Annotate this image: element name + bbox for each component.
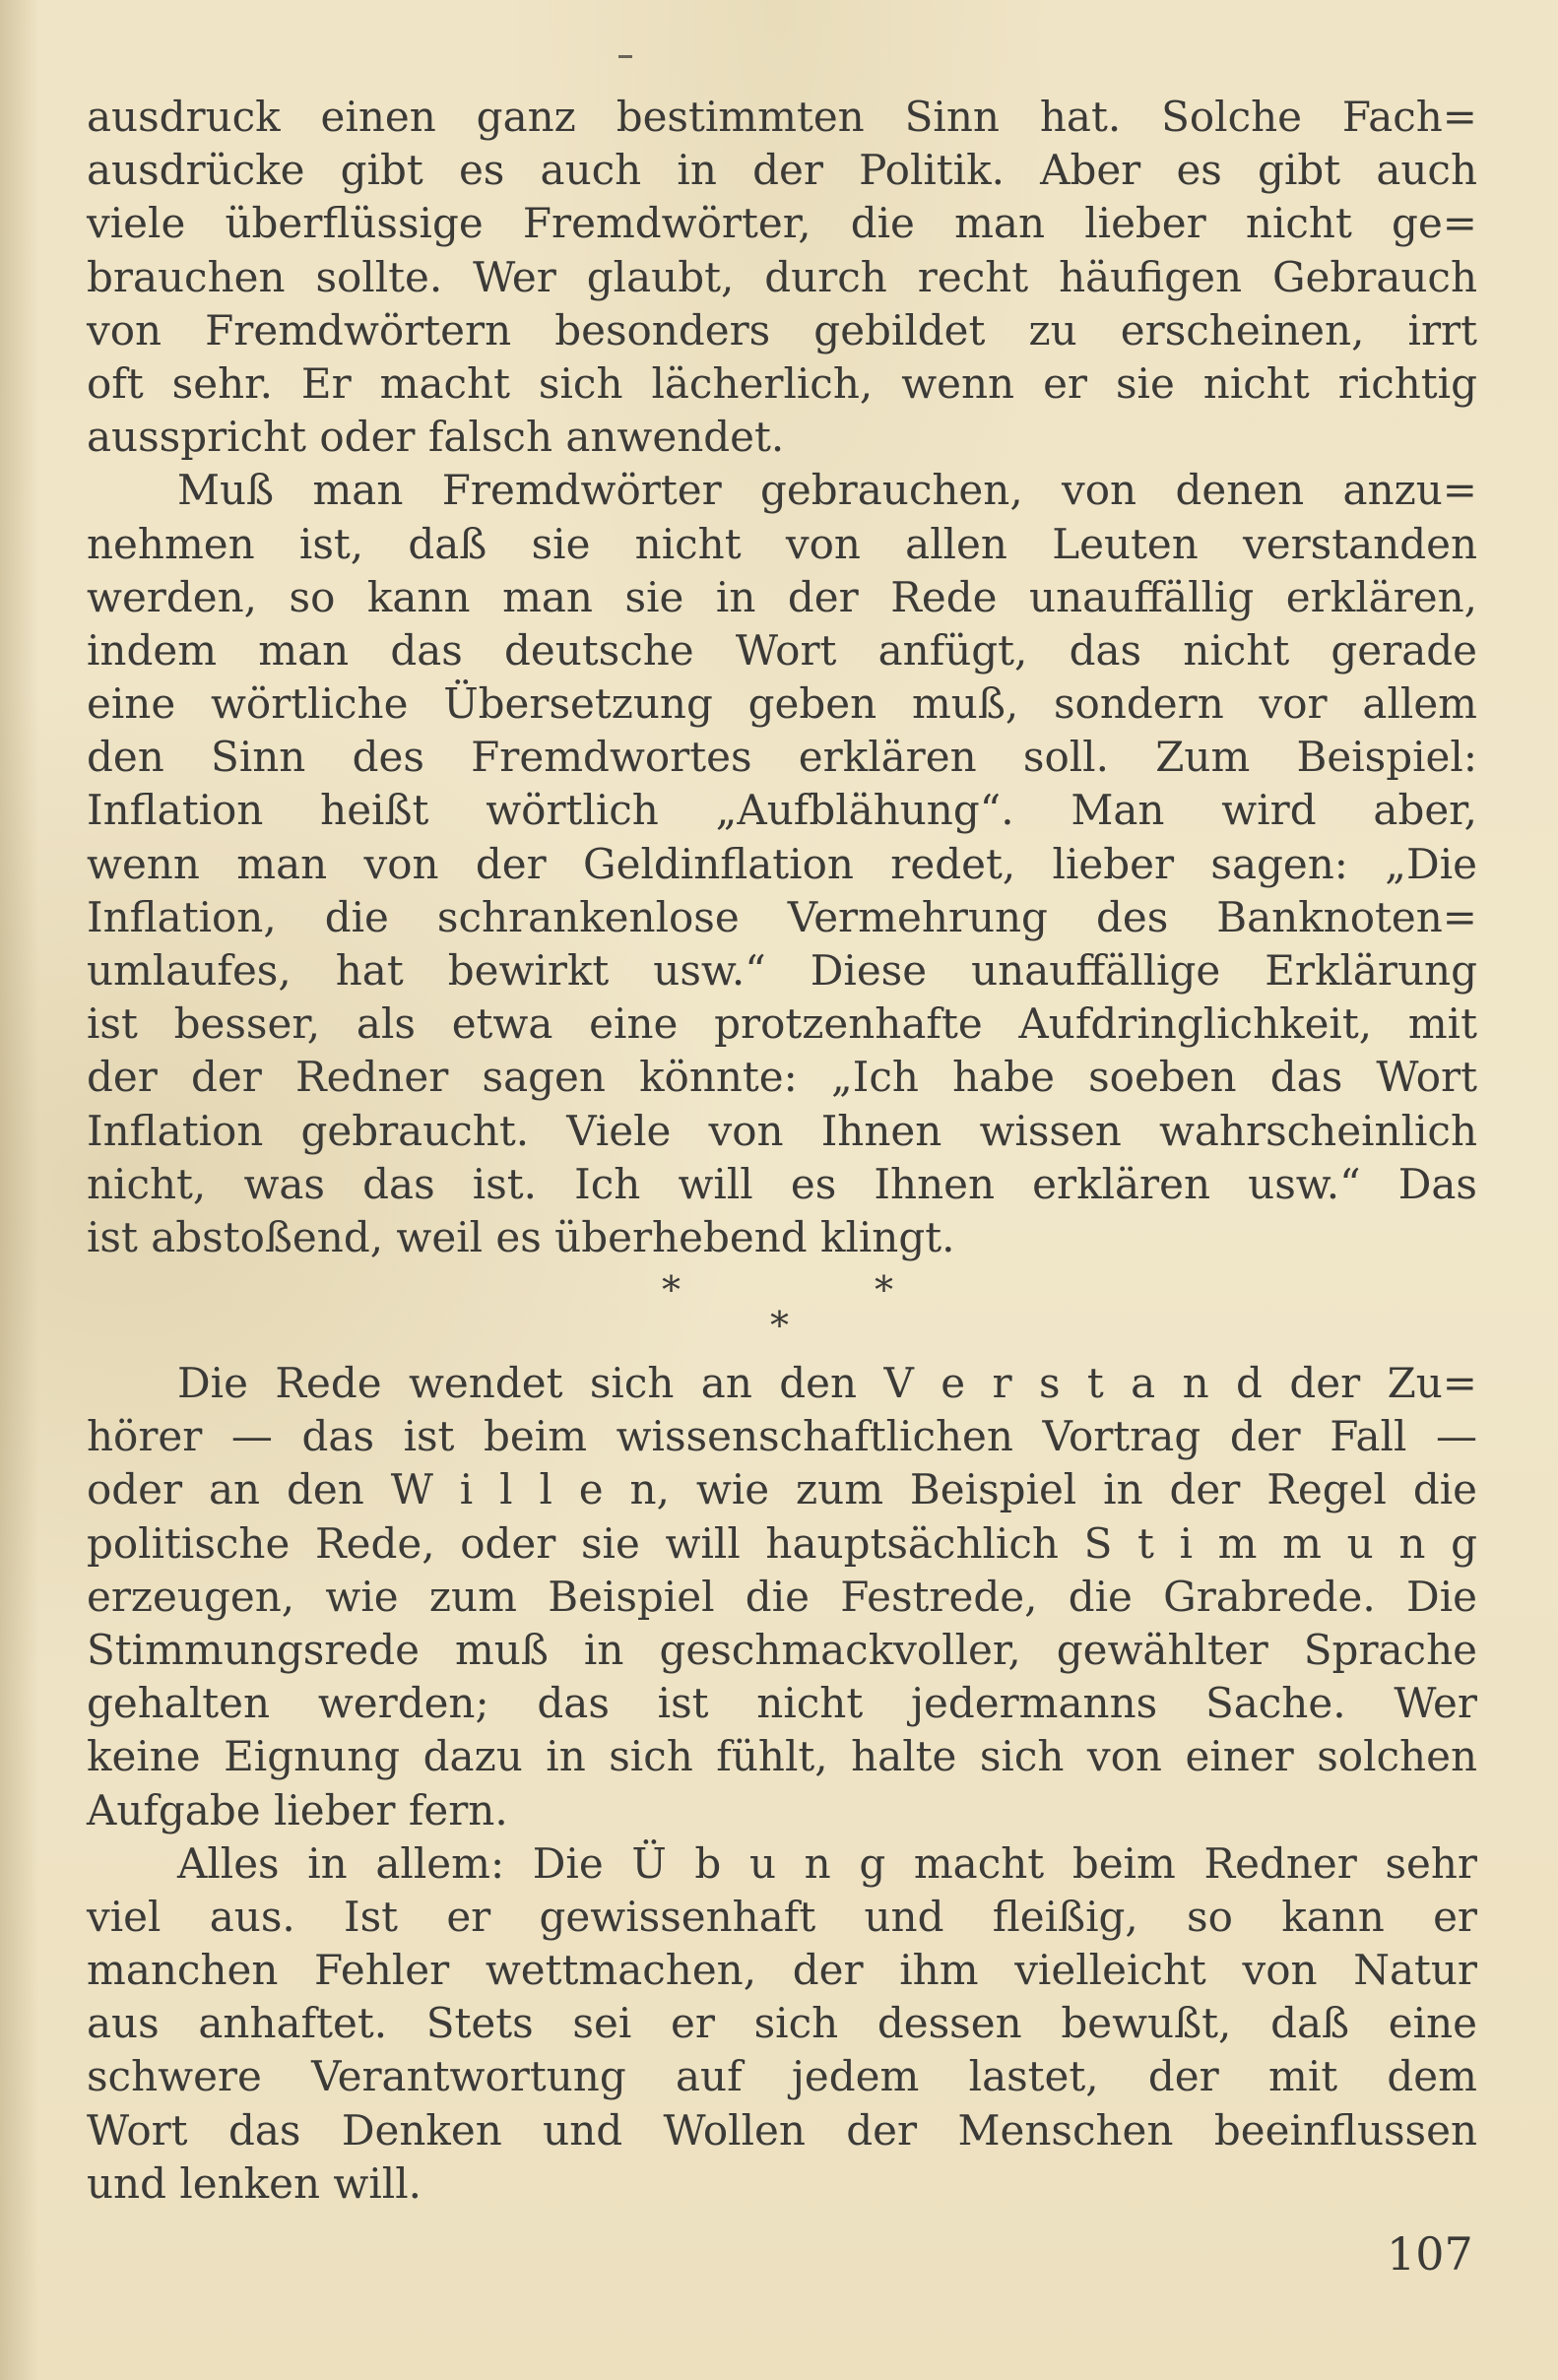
text-line: viele überflüssige Fremdwörter, die man lieber nicht ge= — [87, 199, 1477, 248]
text-line: Wort das Denken und Wollen der Menschen beeinflussen — [87, 2105, 1477, 2155]
text-line: eine wörtliche Übersetzung geben muß, sondern vor allem — [87, 679, 1477, 729]
text-line: Aufgabe lieber fern. — [87, 1785, 508, 1834]
asterisk-right: * — [875, 1268, 893, 1312]
text-line: nicht, was das ist. Ich will es Ihnen erklären usw.“ Das — [87, 1159, 1477, 1208]
text-line: viel aus. Ist er gewissenhaft und fleißig, so kann er — [87, 1892, 1477, 1941]
page-number: 107 — [1387, 2227, 1473, 2281]
text-line: gehalten werden; das ist nicht jedermanns Sache. Wer — [87, 1679, 1477, 1728]
body-text — [87, 91, 1477, 1264]
text-line: oft sehr. Er macht sich lächerlich, wenn er sie nicht richtig — [87, 358, 1477, 408]
section-separator — [0, 1268, 1558, 1347]
text-line: ausdrücke gibt es auch in der Politik. Aber es gibt auch — [87, 146, 1477, 195]
paragraph-4 — [87, 1837, 1477, 2211]
page-edge-shadow — [0, 0, 39, 2380]
body-text-lower — [87, 1357, 1477, 2211]
text-line: oder an den W i l l e n, wie zum Beispiel in der Regel die — [87, 1465, 1477, 1514]
text-line: brauchen sollte. Wer glaubt, durch recht häufigen Gebrauch — [87, 252, 1477, 301]
text-line: und lenken will. — [87, 2158, 422, 2208]
text-line: von Fremdwörtern besonders gebildet zu erscheinen, irrt — [87, 305, 1477, 354]
text-line: den Sinn des Fremdwortes erklären soll. Zum Beispiel: — [87, 733, 1477, 782]
text-line: wenn man von der Geldinflation redet, lieber sagen: „Die — [87, 839, 1477, 888]
text-line: ausspricht oder falsch anwendet. — [87, 413, 785, 462]
text-line: keine Eignung dazu in sich fühlt, halte sich von einer solchen — [87, 1732, 1477, 1781]
text-line: werden, so kann man sie in der Rede unauffällig erklären, — [87, 572, 1477, 621]
text-line: hörer — das ist beim wissenschaftlichen Vortrag der Fall — — [87, 1412, 1477, 1461]
text-line: nehmen ist, daß sie nicht von allen Leuten verstanden — [87, 519, 1477, 568]
text-line: ist abstoßend, weil es überhebend klingt. — [87, 1212, 955, 1261]
paragraph-2 — [87, 464, 1477, 1264]
text-line: erzeugen, wie zum Beispiel die Festrede, die Grabrede. Die — [87, 1572, 1477, 1621]
text-line: Muß man Fremdwörter gebrauchen, von denen anzu= — [177, 466, 1477, 515]
text-line: der der Redner sagen könnte: „Ich habe soeben das Wort — [87, 1053, 1477, 1102]
text-line: Alles in allem: Die Ü b u n g macht beim Redner sehr — [177, 1838, 1477, 1888]
text-line: politische Rede, oder sie will hauptsächlich S t i m m u n g — [87, 1518, 1477, 1568]
text-line: umlaufes, hat bewirkt usw.“ Diese unauffällige Erklärung — [87, 946, 1477, 995]
text-line: Inflation, die schrankenlose Vermehrung des Banknoten= — [87, 892, 1477, 941]
text-line: Die Rede wendet sich an den V e r s t a n d der Zu= — [177, 1359, 1477, 1407]
asterisk-bottom: * — [770, 1304, 789, 1347]
text-line: schwere Verantwortung auf jedem lastet, der mit dem — [87, 2052, 1477, 2101]
text-line: Inflation gebraucht. Viele von Ihnen wissen wahrscheinlich — [87, 1106, 1477, 1155]
top-printer-mark — [618, 55, 632, 58]
paragraph-3 — [87, 1357, 1477, 1837]
paragraph-1 — [87, 91, 1477, 464]
text-line: manchen Fehler wettmachen, der ihm vielleicht von Natur — [87, 1946, 1477, 1995]
asterisk-left: * — [662, 1268, 681, 1312]
text-line: Stimmungsrede muß in geschmackvoller, gewählter Sprache — [87, 1625, 1477, 1674]
text-line: aus anhaftet. Stets sei er sich dessen bewußt, daß eine — [87, 1999, 1477, 2048]
text-line: ausdruck einen ganz bestimmten Sinn hat. Solche Fach= — [87, 93, 1477, 141]
text-line: ist besser, als etwa eine protzenhafte Aufdringlichkeit, mit — [87, 999, 1477, 1049]
text-line: Inflation heißt wörtlich „Aufblähung“. Man wird aber, — [87, 786, 1477, 835]
text-line: indem man das deutsche Wort anfügt, das nicht gerade — [87, 625, 1477, 675]
